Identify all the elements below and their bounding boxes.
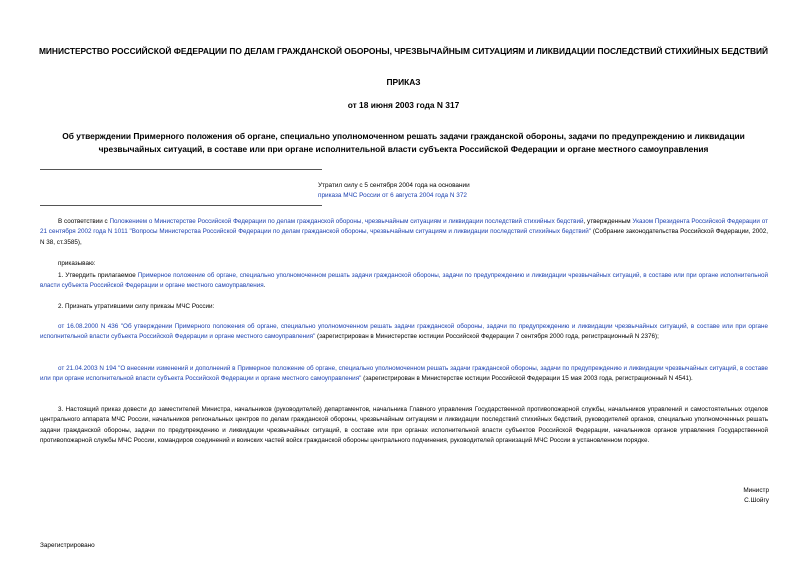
regulation-link[interactable]: Положением о Министерстве Российской Федерации по делам гражданской обороны, чрезвычайным ситуациям и ликвидации последствий стихийных бедствий bbox=[109, 218, 584, 225]
status-note bbox=[318, 181, 618, 201]
preamble-text: (Собрание законодательства Российской Федерации, 2002, N 38, ст.3585), bbox=[40, 228, 768, 246]
divider-line bbox=[40, 169, 322, 170]
item-2b-paragraph bbox=[40, 364, 768, 385]
item-2a-text: (зарегистрирован в Министерстве юстиции Российской Федерации 7 сентября 2000 года, регистрационный N 2376); bbox=[315, 333, 659, 341]
item-2b-text: (зарегистрирован в Министерстве юстиции Российской Федерации 15 мая 2003 года, регистрационный N 4541). bbox=[361, 375, 693, 383]
document-type: ПРИКАЗ bbox=[386, 77, 421, 87]
status-note-text: Утратил силу с 5 сентября 2004 года на основании bbox=[318, 182, 470, 189]
order-436-link[interactable]: от 16.08.2000 N 436 "Об утверждении Примерного положения об органе, специально уполномоченном решать задачи гражданской обороны, задачи по предупреждению и ликвидации чрезвычайных ситуаций, в составе или при органе исполнительной власти субъекта Российской Федерации и органе местного самоуправления" bbox=[40, 323, 768, 341]
ministry-header: МИНИСТЕРСТВО РОССИЙСКОЙ ФЕДЕРАЦИИ ПО ДЕЛАМ ГРАЖДАНСКОЙ ОБОРОНЫ, ЧРЕЗВЫЧАЙНЫМ СИТУАЦИЯМ И ЛИКВИДАЦИИ ПОСЛЕДСТВИЙ СТИХИЙНЫХ БЕДСТВИЙ bbox=[38, 46, 769, 56]
signature-name: С.Шойгу bbox=[744, 497, 769, 504]
presidential-decree-link[interactable]: Указом Президента Российской Федерации от 21 сентября 2002 года N 1011 "Вопросы Министерства Российской Федерации по делам гражданской обороны, чрезвычайным ситуациям и ликвидации последствий стихийных бедствий" bbox=[40, 218, 768, 236]
preamble-text: В соответствии с bbox=[58, 218, 110, 225]
item-3-paragraph: 3. Настоящий приказ довести до заместителей Министра, начальников (руководителей) департаментов, начальника Главного управления Государственной противопожарной службы, начальников управлений и самостоятельных отделов центрального аппарата МЧС России, начальников региональных центров по делам гражданской обороны, чрезвычайным ситуациям и ликвидации последствий стихийных бедствий, руководителей органов, специально уполномоченных решать задачи гражданской обороны, задачи по предупреждению и ликвидации чрезвычайных ситуаций, в составе или при органах исполнительной власти субъектов Российской Федерации, начальников органов управления Государственной противопожарной службы МЧС России, командиров соединений и воинских частей войск гражданской обороны центрального подчинения, руководителей организаций МЧС России в установленном порядке. bbox=[40, 406, 768, 444]
document-title: Об утверждении Примерного положения об органе, специально уполномоченном решать задачи гражданской обороны, задачи по предупреждению и ликвидации чрезвычайных ситуаций, в составе или при органе исполнительной власти субъекта Российской Федерации и органе местного самоуправления bbox=[62, 131, 745, 154]
item-1-text: . bbox=[263, 282, 266, 290]
preamble-text: , утвержденным bbox=[583, 218, 633, 225]
repeal-order-link[interactable]: приказа МЧС России от 6 августа 2004 года N 372 bbox=[318, 192, 467, 199]
order-word: приказываю: bbox=[58, 260, 96, 267]
item-2a-paragraph bbox=[40, 322, 768, 343]
divider-line bbox=[40, 205, 322, 206]
item-2-paragraph: 2. Признать утратившими силу приказы МЧС России: bbox=[58, 303, 215, 310]
item-1-paragraph bbox=[40, 271, 768, 292]
item-1-text: 1. Утвердить прилагаемое bbox=[58, 272, 138, 279]
preamble-paragraph bbox=[40, 217, 768, 248]
order-194-link[interactable]: от 21.04.2003 N 194 "О внесении изменений и дополнений в Примерное положение об органе, специально уполномоченном решать задачи гражданской обороны, задачи по предупреждению и ликвидации чрезвычайных ситуаций, в составе или при органе исполнительной власти субъекта Российской Федерации и органе местного самоуправления" bbox=[40, 365, 768, 383]
signature-block bbox=[743, 486, 769, 506]
registered-label: Зарегистрировано bbox=[40, 542, 95, 549]
approved-regulation-link[interactable]: Примерное положение об органе, специально уполномоченном решать задачи гражданской обороны, задачи по предупреждению и ликвидации чрезвычайных ситуаций, в составе или при органе исполнительной власти субъекта Российской Федерации и органе местного самоуправления bbox=[40, 272, 768, 290]
document-date-number: от 18 июня 2003 года N 317 bbox=[347, 100, 460, 110]
signature-position: Министр bbox=[743, 487, 769, 494]
